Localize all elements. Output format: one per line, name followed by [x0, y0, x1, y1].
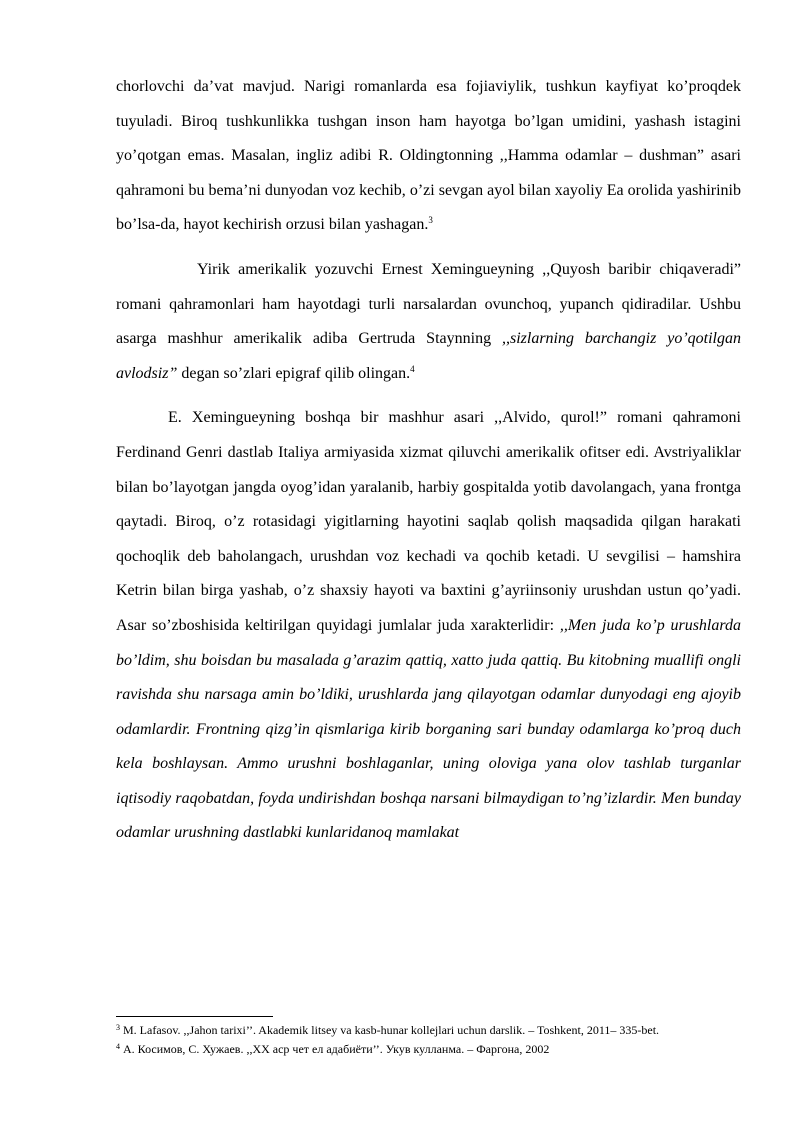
footnotes	[116, 1021, 796, 1059]
paragraph-2-text: Yirik amerikalik yozuvchi Ernest Xemingueyning ,,Quyosh baribir chiqaveradi” romani qahramonlari ham hayotdagi turli narsalardan ovunchoq, yupanch qidiradilar. Ushbu asarga mashhur amerikalik adiba Gertruda Staynning	[116, 260, 741, 348]
footnote-separator	[116, 1016, 273, 1017]
footnote-number: 3	[116, 1023, 120, 1032]
preface-quote: ,,Men juda ko’p urushlarda bo’ldim, shu boisdan bu masalada g’arazim qattiq, xatto juda qattiq. Bu kitobning muallifi ongli ravishda shu narsaga amin bo’ldiki, urushlarda jang qilayotgan odamlar dunyodagi eng ajoyib odamlardir. Frontning qizg’in qismlariga kirib borganing sari bunday odamlarga ko’proq duch kela boshlaysan. Ammo urushni boshlaganlar, uning oloviga yana olov tashlab turganlar iqtisodiy raqobatdan, foyda undirishdan boshqa narsani bilmaydigan to’ng’izlardir. Men bunday odamlar urushning dastlabki kunlaridanoq mamlakat	[116, 616, 741, 842]
paragraph-3-text: E. Xemingueyning boshqa bir mashhur asari ,,Alvido, qurol!” romani qahramoni Ferdinand Genri dastlab Italiya armiyasida xizmat qiluvchi amerikalik ofitser edi. Avstriyaliklar bilan bo’layotgan jangda oyog’idan yaralanib, harbiy gospitalda yotib davolangach, yana frontga qaytadi. Biroq, o’z rotasidagi yigitlarning hayotini saqlab qolish maqsadida qilgan harakati qochoqlik deb baholangach, urushdan voz kechadi va qochib ketadi. U sevgilisi – hamshira Ketrin bilan birga yashab, o’z shaxsiy hayoti va baxtini g’ayriinsoniy urushdan ustun qo’yadi. Asar so’zboshisida keltirilgan quyidagi jumlalar juda xarakterlidir:	[116, 409, 741, 634]
footnote-4	[116, 1040, 796, 1059]
epigraph-quote: ,,sizlarning barchangiz yo’qotilgan avlodsiz”	[116, 330, 742, 382]
body-text	[116, 70, 741, 851]
paragraph-1-text: chorlovchi da’vat mavjud. Narigi romanlarda esa fojiaviylik, tushkun kayfiyat ko’proqdek tuyuladi. Biroq tushkunlikka tushgan inson ham hayotga bo’lgan umidini, yashash istagini yo’qotgan emas. Masalan, ingliz adibi R. Oldingtonning ,,Hamma odamlar – dushman” asari qahramoni bu bema’ni dunyodan voz kechib, o’zi sevgan ayol bilan xayoliy Ea orolida yashirinib bo’lsa-da, hayot kechirish orzusi bilan yashagan.	[116, 78, 741, 234]
footnote-text: А. Косимов, С. Хужаев. ,,XX аср чет ел адабиёти’’. Укув кулланма. – Фаргона, 2002	[120, 1042, 550, 1056]
footnote-number: 4	[116, 1042, 120, 1051]
paragraph-2	[116, 253, 741, 391]
footnote-3	[116, 1021, 796, 1040]
paragraph-3	[116, 401, 741, 851]
paragraph-2-tail: degan so’zlari epigraf qilib olingan.	[177, 364, 411, 382]
paragraph-1	[116, 70, 741, 243]
footnote-ref-4: 4	[410, 363, 415, 374]
footnote-ref-3: 3	[428, 215, 433, 226]
footnote-text: M. Lafasov. ,,Jahon tarixi’’. Akademik litsey va kasb-hunar kollejlari uchun darslik. – Toshkent, 2011– 335-bet.	[120, 1023, 660, 1037]
